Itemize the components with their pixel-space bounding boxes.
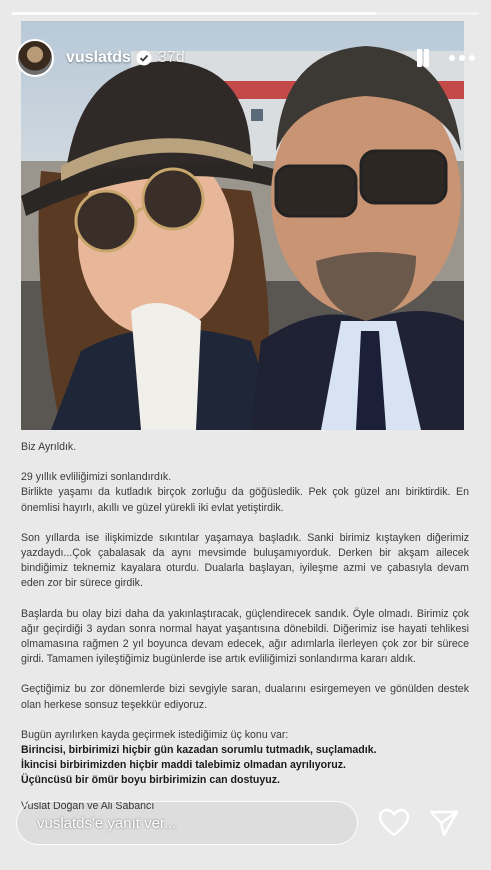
reply-input[interactable] — [16, 801, 358, 845]
story-progress-bar — [12, 12, 479, 15]
story-header — [16, 38, 475, 78]
letter-heading: Biz Ayrıldık. — [21, 441, 77, 453]
letter-point: Birincisi, birbirimizi hiçbir gün kazadan sorumlu tutmadık, suçlamadık. — [21, 744, 377, 757]
post-time: 37d — [157, 49, 185, 66]
letter-paragraph: Son yıllarda ise ilişkimizde sıkıntılar yaşamaya başladık. Sanki birimiz kıştayken diğerimiz yazdaydı...Çok çabalasak da aynı mevsimde buluşamıyorduk. Derken bir akşam ailecek bindiğimiz teknemiz kayalara oturdu. Dualarla başlayan, iyileşme azmi ve çabasıyla devam eden zor bir sürece girdik. — [21, 531, 469, 590]
letter-paragraph: Birlikte yaşamı da kutladık birçok zorluğu da göğüsledik. Pek çok güzel anı biriktirdik. En önemlisi hayırlı, akıllı ve güzel yürekli iki evlat yetiştirdik. — [21, 486, 469, 514]
username[interactable]: vuslatds — [66, 49, 131, 66]
pause-icon[interactable] — [413, 47, 433, 69]
story-text — [21, 440, 469, 814]
send-icon[interactable] — [428, 808, 460, 838]
heart-icon[interactable] — [378, 808, 410, 838]
selfie-image — [21, 21, 464, 430]
letter-point: İkincisi birbirimizden hiçbir maddi talebimiz olmadan ayrılıyoruz. — [21, 759, 346, 772]
letter-paragraph: 29 yıllık evliliğimizi sonlandırdık. — [21, 471, 172, 484]
story-progress-fill — [12, 12, 376, 15]
letter-paragraph: Başlarda bu olay bizi daha da yakınlaştıracak, güçlendirecek sandık. Öyle olmadı. Birimiz çok ağır geçirdiği 3 aydan sonra normal hayat yaşantısına dönebildi. Diğerimiz ise hayati tehlikesi olmamasına rağmen 2 yıl boyunca devam edecek, ağır adımlarla ilerleyen çok zor bir sürece girdi. Tamamen iyileştiğimiz bugünlerde ise artık evliliğimizi sonlandırma kararı aldık. — [21, 607, 469, 666]
letter-point: Üçüncüsü bir ömür boyu birbirimizin can dostuyuz. — [21, 774, 280, 787]
letter-paragraph: Bugün ayrılırken kayda geçirmek istediğimiz üç konu var: — [21, 728, 289, 741]
more-icon[interactable] — [449, 55, 475, 61]
avatar[interactable] — [16, 39, 54, 77]
verified-badge-icon — [136, 50, 152, 66]
reply-placeholder: vuslatds'e yanıt ver... — [37, 814, 177, 832]
letter-signature: Vuslat Doğan ve Ali Sabancı — [21, 799, 155, 812]
letter-paragraph: Geçtiğimiz bu zor dönemlerde bizi sevgiyle saran, dualarını esirgemeyen ve gönülden destek olan herkese sonsuz teşekkür ediyoruz. — [21, 683, 469, 711]
story-photo — [21, 21, 464, 430]
